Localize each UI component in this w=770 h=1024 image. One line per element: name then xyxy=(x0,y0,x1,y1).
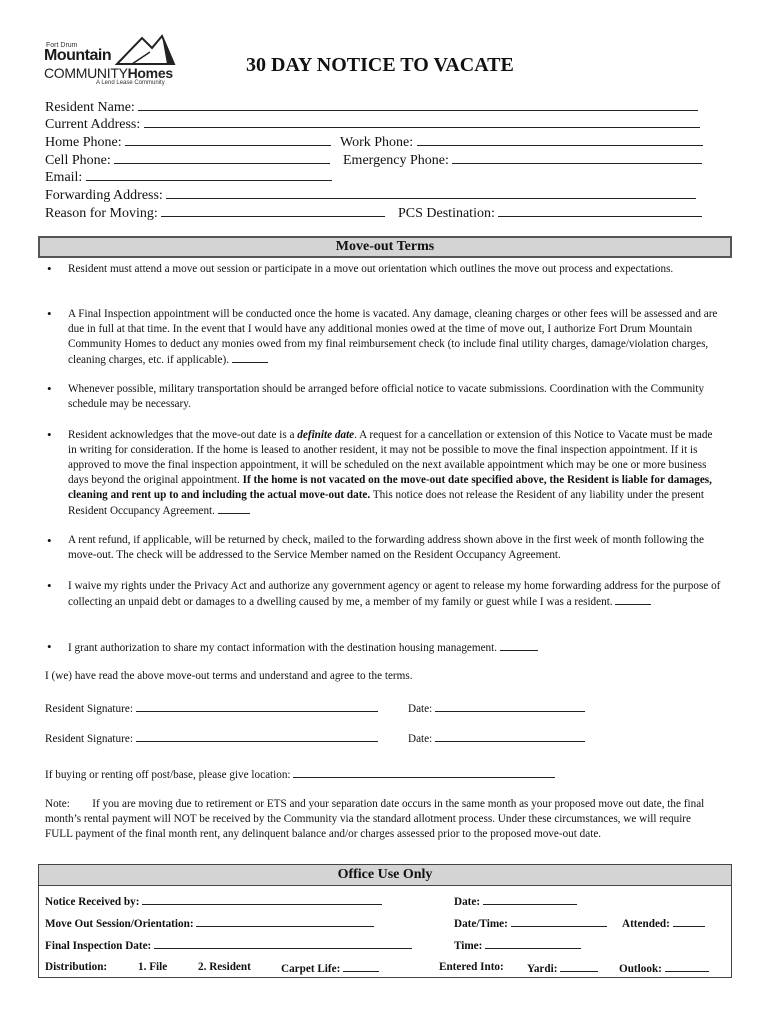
term-5: A rent refund, if applicable, will be returned by check, mailed to the forwarding address shown above in the first week of month following the move-out. The check will be addressed to the Service Member named on the Resident Occupancy Agreement. xyxy=(68,534,704,561)
initial-blank[interactable] xyxy=(500,640,538,651)
initial-blank[interactable] xyxy=(218,503,250,514)
resident-signature-1[interactable]: Resident Signature: xyxy=(45,701,378,715)
distribution-label: Distribution: xyxy=(45,961,108,973)
resident-name-field[interactable]: Resident Name: xyxy=(45,98,698,116)
initial-blank[interactable] xyxy=(232,352,268,363)
page-title: 30 DAY NOTICE TO VACATE xyxy=(246,54,514,76)
logo-community-homes: COMMUNITYHomes xyxy=(44,65,173,81)
term-7: I grant authorization to share my contact information with the destination housing management. xyxy=(68,640,722,656)
logo-mountain: Mountain xyxy=(44,47,112,64)
bullet-icon: • xyxy=(47,306,52,321)
signature-date-2[interactable]: Date: xyxy=(408,731,585,745)
outlook-field[interactable]: Outlook: xyxy=(619,961,709,975)
pcs-destination-field[interactable]: PCS Destination: xyxy=(398,204,702,222)
bullet-icon: • xyxy=(47,381,52,396)
logo-tagline: A Lend Lease Community xyxy=(96,80,165,86)
forwarding-address-field[interactable]: Forwarding Address: xyxy=(45,186,696,204)
initial-blank[interactable] xyxy=(615,594,651,605)
bullet-icon: • xyxy=(47,578,52,593)
yardi-field[interactable]: Yardi: xyxy=(527,961,598,975)
office-use-header: Office Use Only xyxy=(38,864,732,886)
agree-statement: I (we) have read the above move-out terms and understand and agree to the terms. xyxy=(45,670,413,682)
bullet-icon: • xyxy=(47,261,52,276)
term-3: Whenever possible, military transportation should be arranged before official notice to vacate submissions. Coordination with the Community schedule may be necessary. xyxy=(68,383,705,410)
company-logo xyxy=(44,32,184,92)
off-post-location-field[interactable]: If buying or renting off post/base, please give location: xyxy=(45,767,555,781)
mountain-logo-icon xyxy=(112,32,212,66)
term-6: I waive my rights under the Privacy Act and authorize any government agency or agent to release my home forwarding address for the purpose of collecting an unpaid debt or damages to a dwelling caused by me, a member of my family or guest while I was a resident. xyxy=(68,580,721,608)
attended-field[interactable]: Attended: xyxy=(622,916,705,930)
current-address-field[interactable]: Current Address: xyxy=(45,115,700,133)
emergency-phone-field[interactable]: Emergency Phone: xyxy=(343,151,702,169)
moveout-session-field[interactable]: Move Out Session/Orientation: xyxy=(45,916,374,930)
term-1: Resident must attend a move out session or participate in a move out orientation which outlines the move out process and expectations. xyxy=(68,263,674,275)
signature-date-1[interactable]: Date: xyxy=(408,701,585,715)
resident-signature-2[interactable]: Resident Signature: xyxy=(45,731,378,745)
term-2: A Final Inspection appointment will be conducted once the home is vacated. Any damage, cleaning charges or other fees will be assessed and are due in full at that time. In the event that I would have any additional monies owed at the time of move out, I authorize Fort Drum Mountain Community Homes to deduct any monies owed from my final reimbursement check (to include final utility charges, damage/violation charges, cleaning charges, etc. if applicable). xyxy=(68,308,718,366)
cell-phone-field[interactable]: Cell Phone: xyxy=(45,151,330,169)
logo-fort-drum: Fort Drum xyxy=(46,42,78,49)
distribution-file: 1. File xyxy=(138,961,168,973)
home-phone-field[interactable]: Home Phone: xyxy=(45,133,331,151)
entered-into-label: Entered Into: xyxy=(439,961,504,973)
moveout-terms-header: Move-out Terms xyxy=(38,236,732,258)
term-4: Resident acknowledges that the move-out date is a definite date. A request for a cancellation or extension of this Notice to Vacate must be made in writing for consideration. If the home is leased to another resident, it may not be possible to move the final inspection appointment. If it is approved to move the final inspection appointment, it will be scheduled on the next available appointment which may be one or more business days beyond the original appointment. If the home is not vacated on the move-out date specified above, the Resident is liable for damages, cleaning and rent up to and including the actual move-out date. This notice does not release the Resident of any liability under the present Resident Occupancy Agreement. xyxy=(68,429,713,517)
email-field[interactable]: Email: xyxy=(45,168,332,186)
bullet-icon: • xyxy=(47,533,52,548)
note-paragraph: Note: If you are moving due to retirement or ETS and your separation date occurs in the same month as your proposed move out date, the final month’s rental payment will NOT be received by the Community via the standard allotment process. Under these circumstances, we will require FULL payment of the final month rent, any delinquent balance and/or charges assessed prior to the proposed move-out date. xyxy=(45,798,705,840)
session-datetime-field[interactable]: Date/Time: xyxy=(454,916,607,930)
reason-for-moving-field[interactable]: Reason for Moving: xyxy=(45,204,385,222)
distribution-resident: 2. Resident xyxy=(198,961,251,973)
inspection-time-field[interactable]: Time: xyxy=(454,938,581,952)
notice-date-field[interactable]: Date: xyxy=(454,894,577,908)
bullet-icon: • xyxy=(47,639,52,654)
work-phone-field[interactable]: Work Phone: xyxy=(340,133,703,151)
notice-received-field[interactable]: Notice Received by: xyxy=(45,894,382,908)
bullet-icon: • xyxy=(47,427,52,442)
carpet-life-field[interactable]: Carpet Life: xyxy=(281,961,379,975)
final-inspection-field[interactable]: Final Inspection Date: xyxy=(45,938,412,952)
